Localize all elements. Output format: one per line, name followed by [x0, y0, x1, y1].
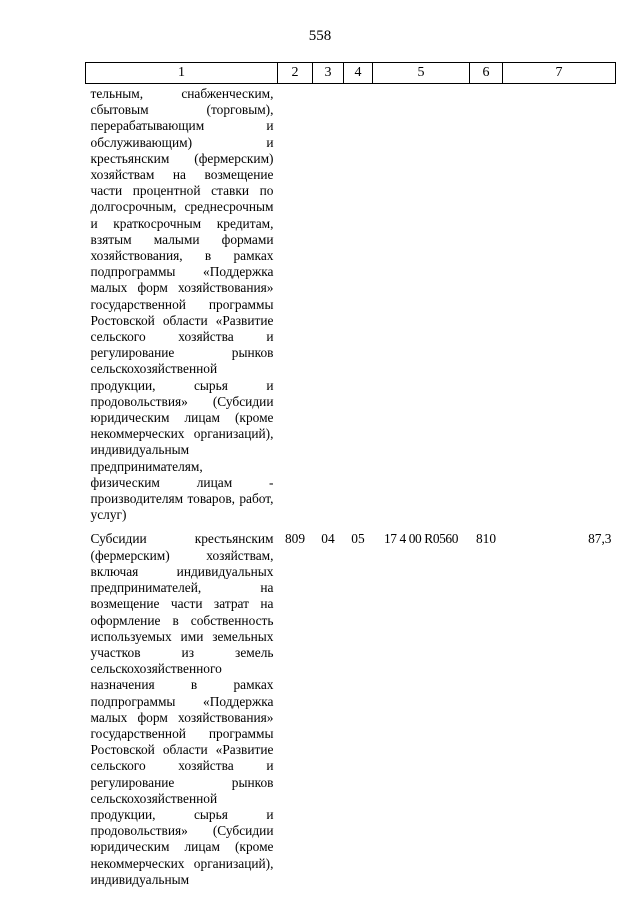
header-col-5: 5 — [373, 63, 470, 84]
row-expense-type-code — [470, 84, 503, 532]
row-ministry-code — [278, 84, 313, 532]
header-col-2: 2 — [278, 63, 313, 84]
header-col-4: 4 — [344, 63, 373, 84]
header-col-7: 7 — [503, 63, 616, 84]
table-row — [86, 84, 616, 532]
row-description: тельным, снабженческим, сбытовым (торговым), перерабатывающим и обслуживающим) и крестьянским (фермерским) хозяйствам на возмещение части процентной ставки по долгосрочным, среднесрочным и краткосрочным кредитам, взятым малыми формами хозяйствования, в рамках подпрограммы «Поддержка малых форм хозяйствования» государственной программы Ростовской области «Развитие сельского хозяйства и регулирование рынков сельскохозяйственной продукции, сырья и продовольствия» (Субсидии юридическим лицам (кроме некоммерческих организаций), индивидуальным предпринимателям, физическим лицам - производителям товаров, работ, услуг) — [90, 86, 274, 523]
row-section-code: 04 — [321, 531, 335, 547]
row-subsection-code — [344, 84, 373, 532]
table-row — [86, 531, 616, 887]
row-section-code — [313, 84, 344, 532]
row-ministry-code: 809 — [284, 531, 306, 547]
row-description: Субсидии крестьянским (фермерским) хозяйствам, включая индивидуальных предпринимателей, на возмещение части затрат на оформление в собственность используемых ими земельных участков из земель сельскохозяйственного назначения в рамках подпрограммы «Поддержка малых форм хозяйствования» государственной программы Ростовской области «Развитие сельского хозяйства и регулирование рынков сельскохозяйственной продукции, сырья и продовольствия» (Субсидии юридическим лицам (кроме некоммерческих организаций), индивидуальным — [90, 531, 274, 887]
header-col-1: 1 — [86, 63, 278, 84]
row-amount: 87,3 — [588, 531, 612, 547]
row-target-article-code — [373, 84, 470, 532]
table-header-row — [86, 63, 616, 84]
header-col-6: 6 — [470, 63, 503, 84]
budget-table — [85, 62, 616, 888]
row-amount — [503, 84, 616, 532]
row-expense-type-code: 810 — [475, 531, 497, 547]
row-subsection-code: 05 — [351, 531, 365, 547]
page-number: 558 — [308, 28, 332, 44]
header-col-3: 3 — [313, 63, 344, 84]
row-target-article-code: 17 4 00 R0560 — [383, 531, 459, 547]
